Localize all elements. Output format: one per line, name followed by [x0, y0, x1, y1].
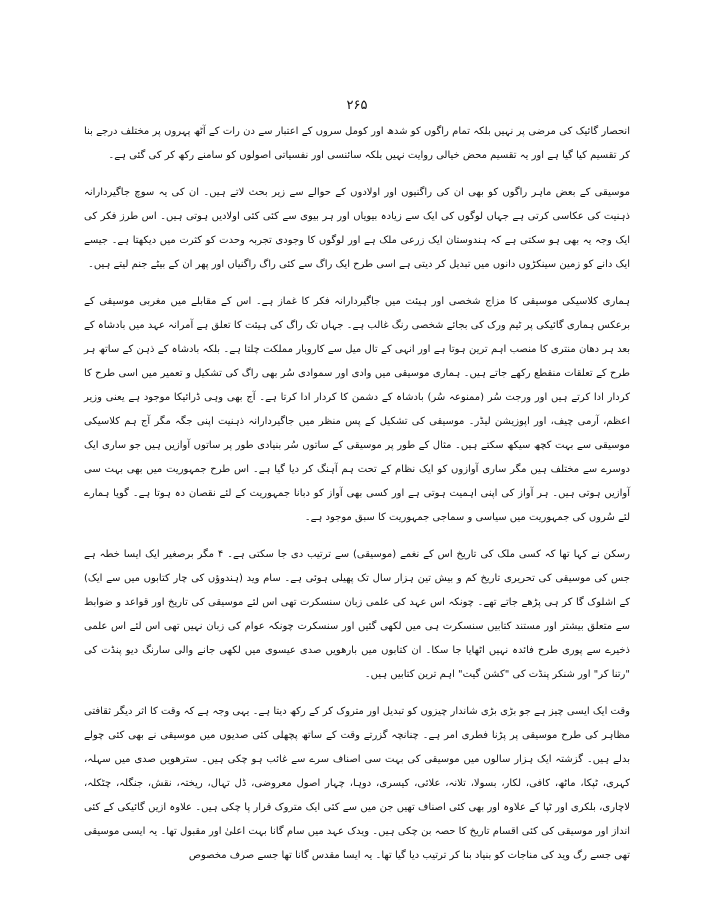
page-number: ۲۶۵ — [346, 98, 368, 113]
body-text — [84, 120, 630, 881]
paragraph: موسیقی کے بعض ماہر راگوں کو بھی ان کی راگنیوں اور اولادوں کے حوالے سے زیر بحث لاتے ہیں۔ ان کی یہ سوچ جاگیردارانہ ذہنیت کی عکاسی کرتی ہے جہاں لوگوں کی ایک سے زیادہ بیویاں اور ہر بیوی سے کئی کئی اولادیں ہوتی ہیں۔ اس طرز فکر کی ایک وجہ یہ بھی ہو سکتی ہے کہ ہندوستان ایک زرعی ملک ہے اور لوگوں کا وجودی تجربہ وحدت کو کثرت میں دیکھتا ہے۔ جیسے ایک دانے کو زمین سینکڑوں دانوں میں تبدیل کر دیتی ہے اسی طرح ایک راگ سے کئی راگ راگنیاں اور پھر ان کے بیٹے جنم لیتے ہیں۔ — [84, 187, 630, 270]
paragraph: انحصار گائیک کی مرضی پر نہیں بلکہ تمام راگوں کو شدھ اور کومل سروں کے اعتبار سے دن رات کے آٹھ پہروں پر مختلف درجے بنا کر تقسیم کیا گیا ہے اور یہ تقسیم محض خیالی روایت نہیں بلکہ سائنسی اور نفسیاتی اصولوں کو سامنے رکھ کر کی گئی ہے۔ — [84, 126, 630, 161]
paragraph: وقت ایک ایسی چیز ہے جو بڑی بڑی شاندار چیزوں کو تبدیل اور متروک کر کے رکھ دیتا ہے۔ یہی وجہ ہے کہ وقت کا اثر دیگر ثقافتی مظاہر کی طرح موسیقی پر پڑنا فطری امر ہے۔ چنانچہ گزرتے وقت کے ساتھ پچھلی کئی صدیوں میں موسیقی نے بھی کئی چولے بدلے ہیں۔ گزشتہ ایک ہزار سالوں میں موسیقی کی بہت سی اصناف سرے سے غائب ہو چکی ہیں۔ سترھویں صدی میں سہلہ، کہری، ٹپکا، ماٹھ، کافی، لکار، بسولا، تلانہ، علائی، کیسری، دوہا، چہار اصول معروضی، ڈل تہال، ریختہ، نقش، جنگلہ، چٹکلہ، لاچاری، بلکری اور ٹپا کے علاوہ اور بھی کئی اصناف تھیں جن میں سے کئی ایک متروک قرار پا چکی ہیں۔ علاوہ ازیں گائیکی کے کئی انداز اور موسیقی کی کئی اقسام تاریخ کا حصہ بن چکی ہیں۔ ویدک عہد میں سام گانا بہت اعلیٰ اور مقبول تھا۔ یہ ایسی موسیقی تھی جسے رگ وید کی مناجات کو بنیاد بنا کر ترتیب دیا گیا تھا۔ یہ ایسا مقدس گانا تھا جسے صرف مخصوص — [84, 706, 630, 861]
paragraph: رسکن نے کہا تھا کہ کسی ملک کی تاریخ اس کے نغمے (موسیقی) سے ترتیب دی جا سکتی ہے۔ ۴ مگر برصغیر ایک ایسا خطہ ہے جس کی موسیقی کی تحریری تاریخ کم و بیش تین ہزار سال تک پھیلی ہوئی ہے۔ سام وید (ہندوؤں کی چار کتابوں میں سے ایک) کے اشلوک گا کر ہی پڑھے جاتے تھے۔ چونکہ اس عہد کی علمی زبان سنسکرت تھی اس لئے موسیقی کی تاریخ اور قواعد و ضوابط سے متعلق بیشتر اور مستند کتابیں سنسکرت ہی میں لکھی گئیں اور سنسکرت چونکہ عوام کی زبان نہیں تھی اس لئے اس علمی ذخیرے سے پوری طرح فائدہ نہیں اٹھایا جا سکا۔ ان کتابوں میں بارھویں صدی عیسوی میں لکھی جانے والی سارنگ دیو پنڈت کی "رتنا کر" اور شنکر پنڈت کی "کشن گیت" اہم ترین کتابیں ہیں۔ — [84, 549, 631, 680]
paragraph: ہماری کلاسیکی موسیقی کا مزاج شخصی اور ہیئت میں جاگیردارانہ فکر کا غماز ہے۔ اس کے مقابلے میں مغربی موسیقی کے برعکس ہماری گائیکی پر ٹیم ورک کی بجائے شخصی رنگ غالب ہے۔ جہاں تک راگ کی ہیئت کا تعلق ہے آمرانہ عہد میں بادشاہ کے بعد ہر دھان منتری کا منصب اہم ترین ہوتا ہے اور انہی کے تال میل سے کاروبار مملکت چلتا ہے۔ بلکہ بادشاہ کے ذہن کے ساتھ ہر طرح کے تعلقات منقطع رکھے جاتے ہیں۔ ہماری موسیقی میں وادی اور سموادی سُر بھی راگ کی تشکیل و تعمیر میں اسی طرح کا کردار ادا کرتے ہیں اور ورجت سُر (ممنوعہ سُر) بادشاہ کے دشمن کا کردار ادا کرتا ہے۔ آج بھی وہی ڈرائیکا موجود ہے یعنی وزیر اعظم، آرمی چیف، اور اپوزیشن لیڈر۔ موسیقی کی تشکیل کے پس منظر میں جاگیردارانہ ذہنیت اپنی جگہ مگر آج ہم کلاسیکی موسیقی سے بہت کچھ سیکھ سکتے ہیں۔ مثال کے طور پر موسیقی کے ساتوں سُر بنیادی طور پر ساتوں آوازیں ہیں جو ساری ایک دوسرے سے مختلف ہیں مگر ساری آوازوں کو ایک نظام کے تحت ہم آہنگ کر دیا گیا ہے۔ اس طرح جمہوریت میں بھی بہت سی آوازیں ہوتی ہیں۔ ہر آواز کی اپنی اہمیت ہوتی ہے اور کسی بھی آواز کو دبانا جمہوریت کے لئے نقصان دہ ہوتا ہے۔ گویا ہمارے لئے سُروں کی جمہوریت میں سیاسی و سماجی جمہوریت کا سبق موجود ہے۔ — [84, 296, 630, 523]
